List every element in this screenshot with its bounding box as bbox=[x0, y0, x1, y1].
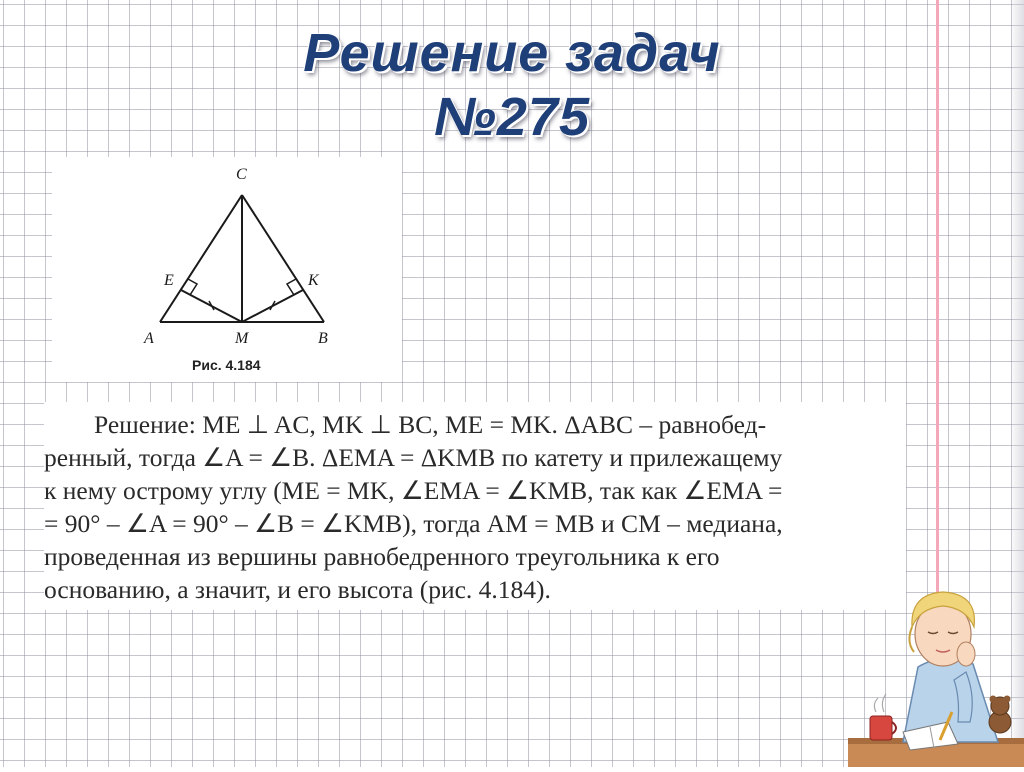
solution-line: Решение: ME ⊥ AC, MK ⊥ BC, ME = MK. ΔABC – равнобед- bbox=[94, 410, 767, 439]
mug bbox=[870, 716, 892, 740]
side-ac bbox=[160, 195, 242, 322]
thinking-student-illustration bbox=[848, 572, 1024, 767]
label-a: A bbox=[144, 330, 154, 347]
label-e: E bbox=[164, 272, 174, 289]
right-angle-e bbox=[188, 279, 197, 295]
label-m: M bbox=[235, 330, 249, 347]
solution-line: к нему острому углу (ME = MK, ∠EMA = ∠KMB, так как ∠EMA = bbox=[44, 476, 783, 505]
slide-title: Решение задач bbox=[303, 23, 721, 83]
label-b: B bbox=[318, 330, 328, 347]
solution-line: ренный, тогда ∠A = ∠B. ΔEMA = ΔKMB по катету и прилежащему bbox=[44, 443, 783, 472]
side-bc bbox=[242, 195, 324, 322]
label-c: C bbox=[236, 166, 247, 183]
solution-block bbox=[44, 402, 906, 610]
solution-line: = 90° – ∠A = 90° – ∠B = ∠KMB), тогда AM = MB и CM – медиана, bbox=[44, 509, 783, 538]
solution-line: основанию, а значит, и его высота (рис. 4.184). bbox=[44, 575, 551, 604]
figure-caption: Рис. 4.184 bbox=[192, 357, 261, 373]
triangle-diagram bbox=[52, 157, 402, 382]
label-k: K bbox=[308, 272, 319, 289]
right-angle-k bbox=[287, 279, 296, 295]
problem-number: №275 bbox=[434, 87, 590, 147]
triangle-figure bbox=[52, 157, 402, 382]
solution-text bbox=[44, 408, 896, 606]
solution-line: проведенная из вершины равнобедренного треугольника к его bbox=[44, 542, 720, 571]
